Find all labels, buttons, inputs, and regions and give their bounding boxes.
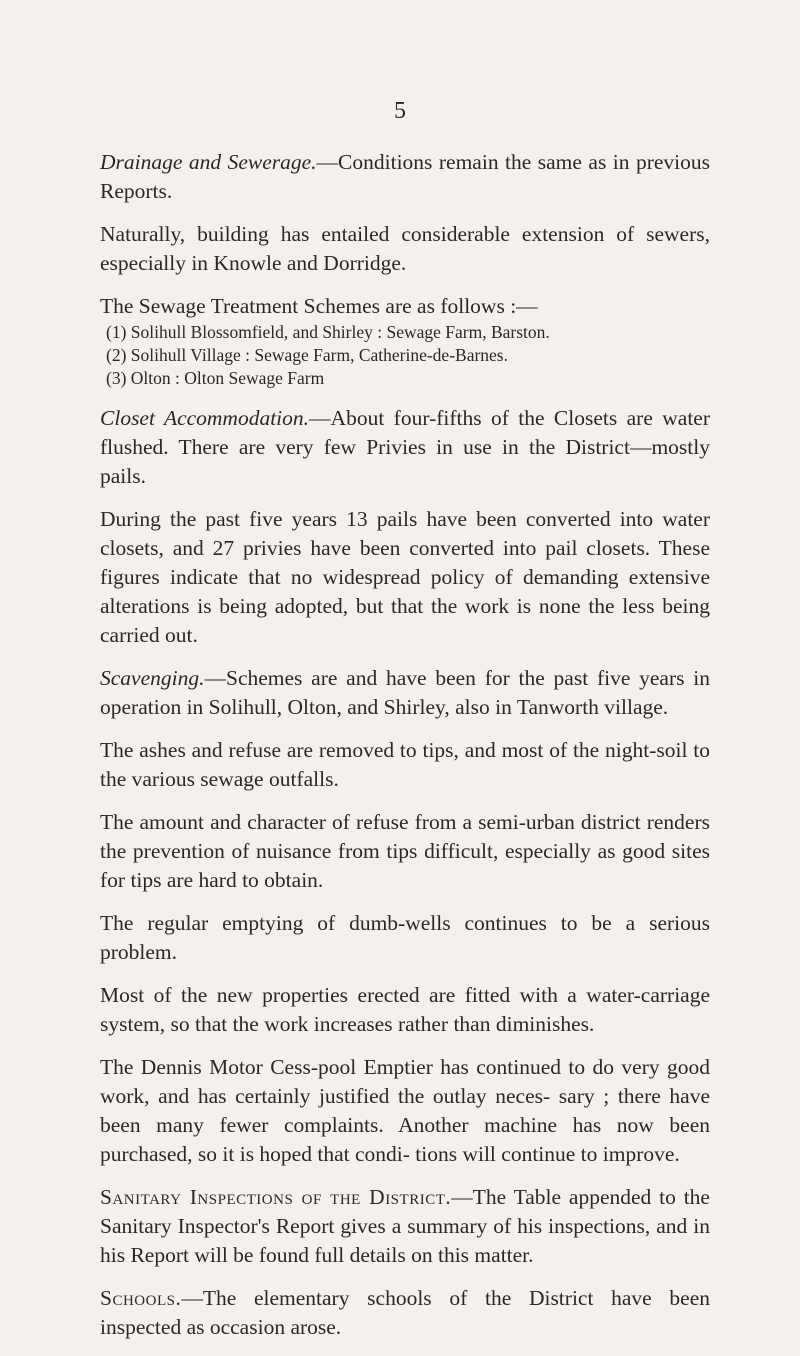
scavenging-paragraph (100, 664, 710, 722)
closet-text: —About four-fifths of the Closets are water flushed. There are very few Privies in use in the District—mostly pails. (100, 406, 710, 488)
sanitary-paragraph (100, 1183, 710, 1270)
schemes-intro: The Sewage Treatment Schemes are as follows :— (100, 294, 538, 318)
scavenging-text: —Schemes are and have been for the past five years in operation in Solihull, Olton, and Shirley, also in Tanworth village. (100, 666, 710, 719)
closet-heading: Closet Accommodation. (100, 406, 310, 430)
sanitary-heading: Sanitary Inspections of the District. (100, 1185, 452, 1209)
scheme-item-3: (3) Olton : Olton Sewage Farm (106, 368, 325, 388)
schools-heading: Schools. (100, 1286, 182, 1310)
drainage-paragraph (100, 148, 710, 206)
dumbwells-paragraph: The regular emptying of dumb-wells continues to be a serious problem. (100, 911, 710, 964)
drainage-heading: Drainage and Sewerage. (100, 150, 317, 174)
scheme-item-2: (2) Solihull Village : Sewage Farm, Catherine-de-Barnes. (106, 345, 508, 365)
drainage-text: —Conditions remain the same as in previous Reports. (100, 150, 710, 203)
sanitary-text: —The Table appended to the Sanitary Inspector's Report gives a summary of his inspections, and in his Report will be found full details on this matter. (100, 1185, 710, 1267)
schemes-list (100, 321, 710, 390)
ashes-paragraph: The ashes and refuse are removed to tips, and most of the night-soil to the various sewage outfalls. (100, 738, 710, 791)
refuse-paragraph: The amount and character of refuse from a semi-urban district renders the prevention of nuisance from tips difficult, especially as good sites for tips are hard to obtain. (100, 810, 710, 892)
properties-paragraph: Most of the new properties erected are fitted with a water-carriage system, so that the work increases rather than diminishes. (100, 983, 710, 1036)
scavenging-heading: Scavenging. (100, 666, 205, 690)
conversion-paragraph: During the past five years 13 pails have been converted into water closets, and 27 privies have been converted into pail closets. These figures indicate that no widespread policy of demanding extensive alterations is being adopted, but that the work is none the less being carried out. (100, 507, 710, 647)
schools-text: —The elementary schools of the District have been inspected as occasion arose. (100, 1286, 710, 1339)
page-number: 5 (394, 98, 406, 124)
scheme-item-1: (1) Solihull Blossomfield, and Shirley : Sewage Farm, Barston. (106, 322, 550, 342)
dennis-paragraph: The Dennis Motor Cess-pool Emptier has continued to do very good work, and has certainly justified the outlay neces- sary ; there have been many fewer complaints. Another machine has now been purchased, so it is hoped that condi- tions will continue to improve. (100, 1055, 710, 1166)
schools-paragraph (100, 1284, 710, 1342)
sewers-paragraph: Naturally, building has entailed considerable extension of sewers, especially in Knowle and Dorridge. (100, 222, 710, 275)
closet-paragraph (100, 404, 710, 491)
body-text (100, 148, 710, 1356)
